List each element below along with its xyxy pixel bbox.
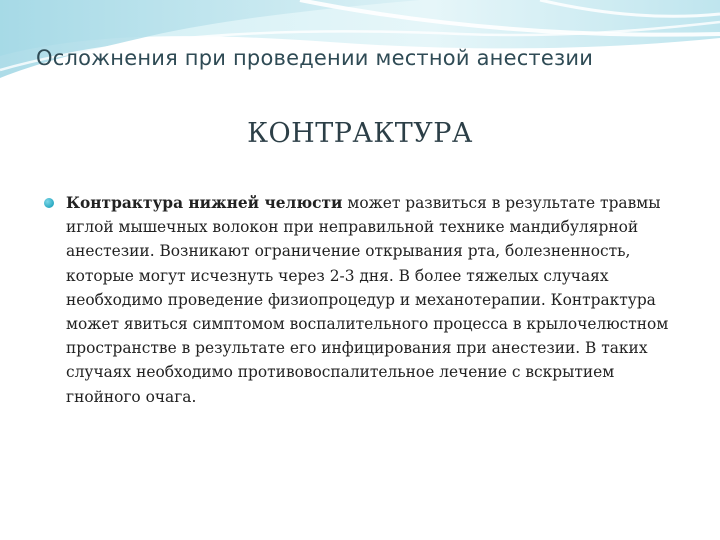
slide-heading: КОНТРАКТУРА <box>247 118 473 149</box>
header-title: Осложнения при проведении местной анестезии <box>36 46 594 70</box>
bullet-body-text: может развиться в результате травмы иглой мышечных волокон при неправильной технике мандибулярной анестезии. Возникают ограничение открывания рта, болезненность, которые могут исчезнуть через 2-3 дня. В более тяжелых случаях необходимо проведение физиопроцедур и механотерапии. Контрактура может явиться симптомом воспалительного процесса в крылочелюстном пространстве в результате его инфицирования при анестезии. В таких случаях необходимо противовоспалительное лечение с вскрытием гнойного очага. <box>66 194 669 406</box>
bullet-list <box>44 191 684 409</box>
bullet-lead-text: Контрактура нижней челюсти <box>66 194 343 212</box>
bullet-paragraph <box>44 191 684 409</box>
bullet-icon <box>44 198 54 208</box>
